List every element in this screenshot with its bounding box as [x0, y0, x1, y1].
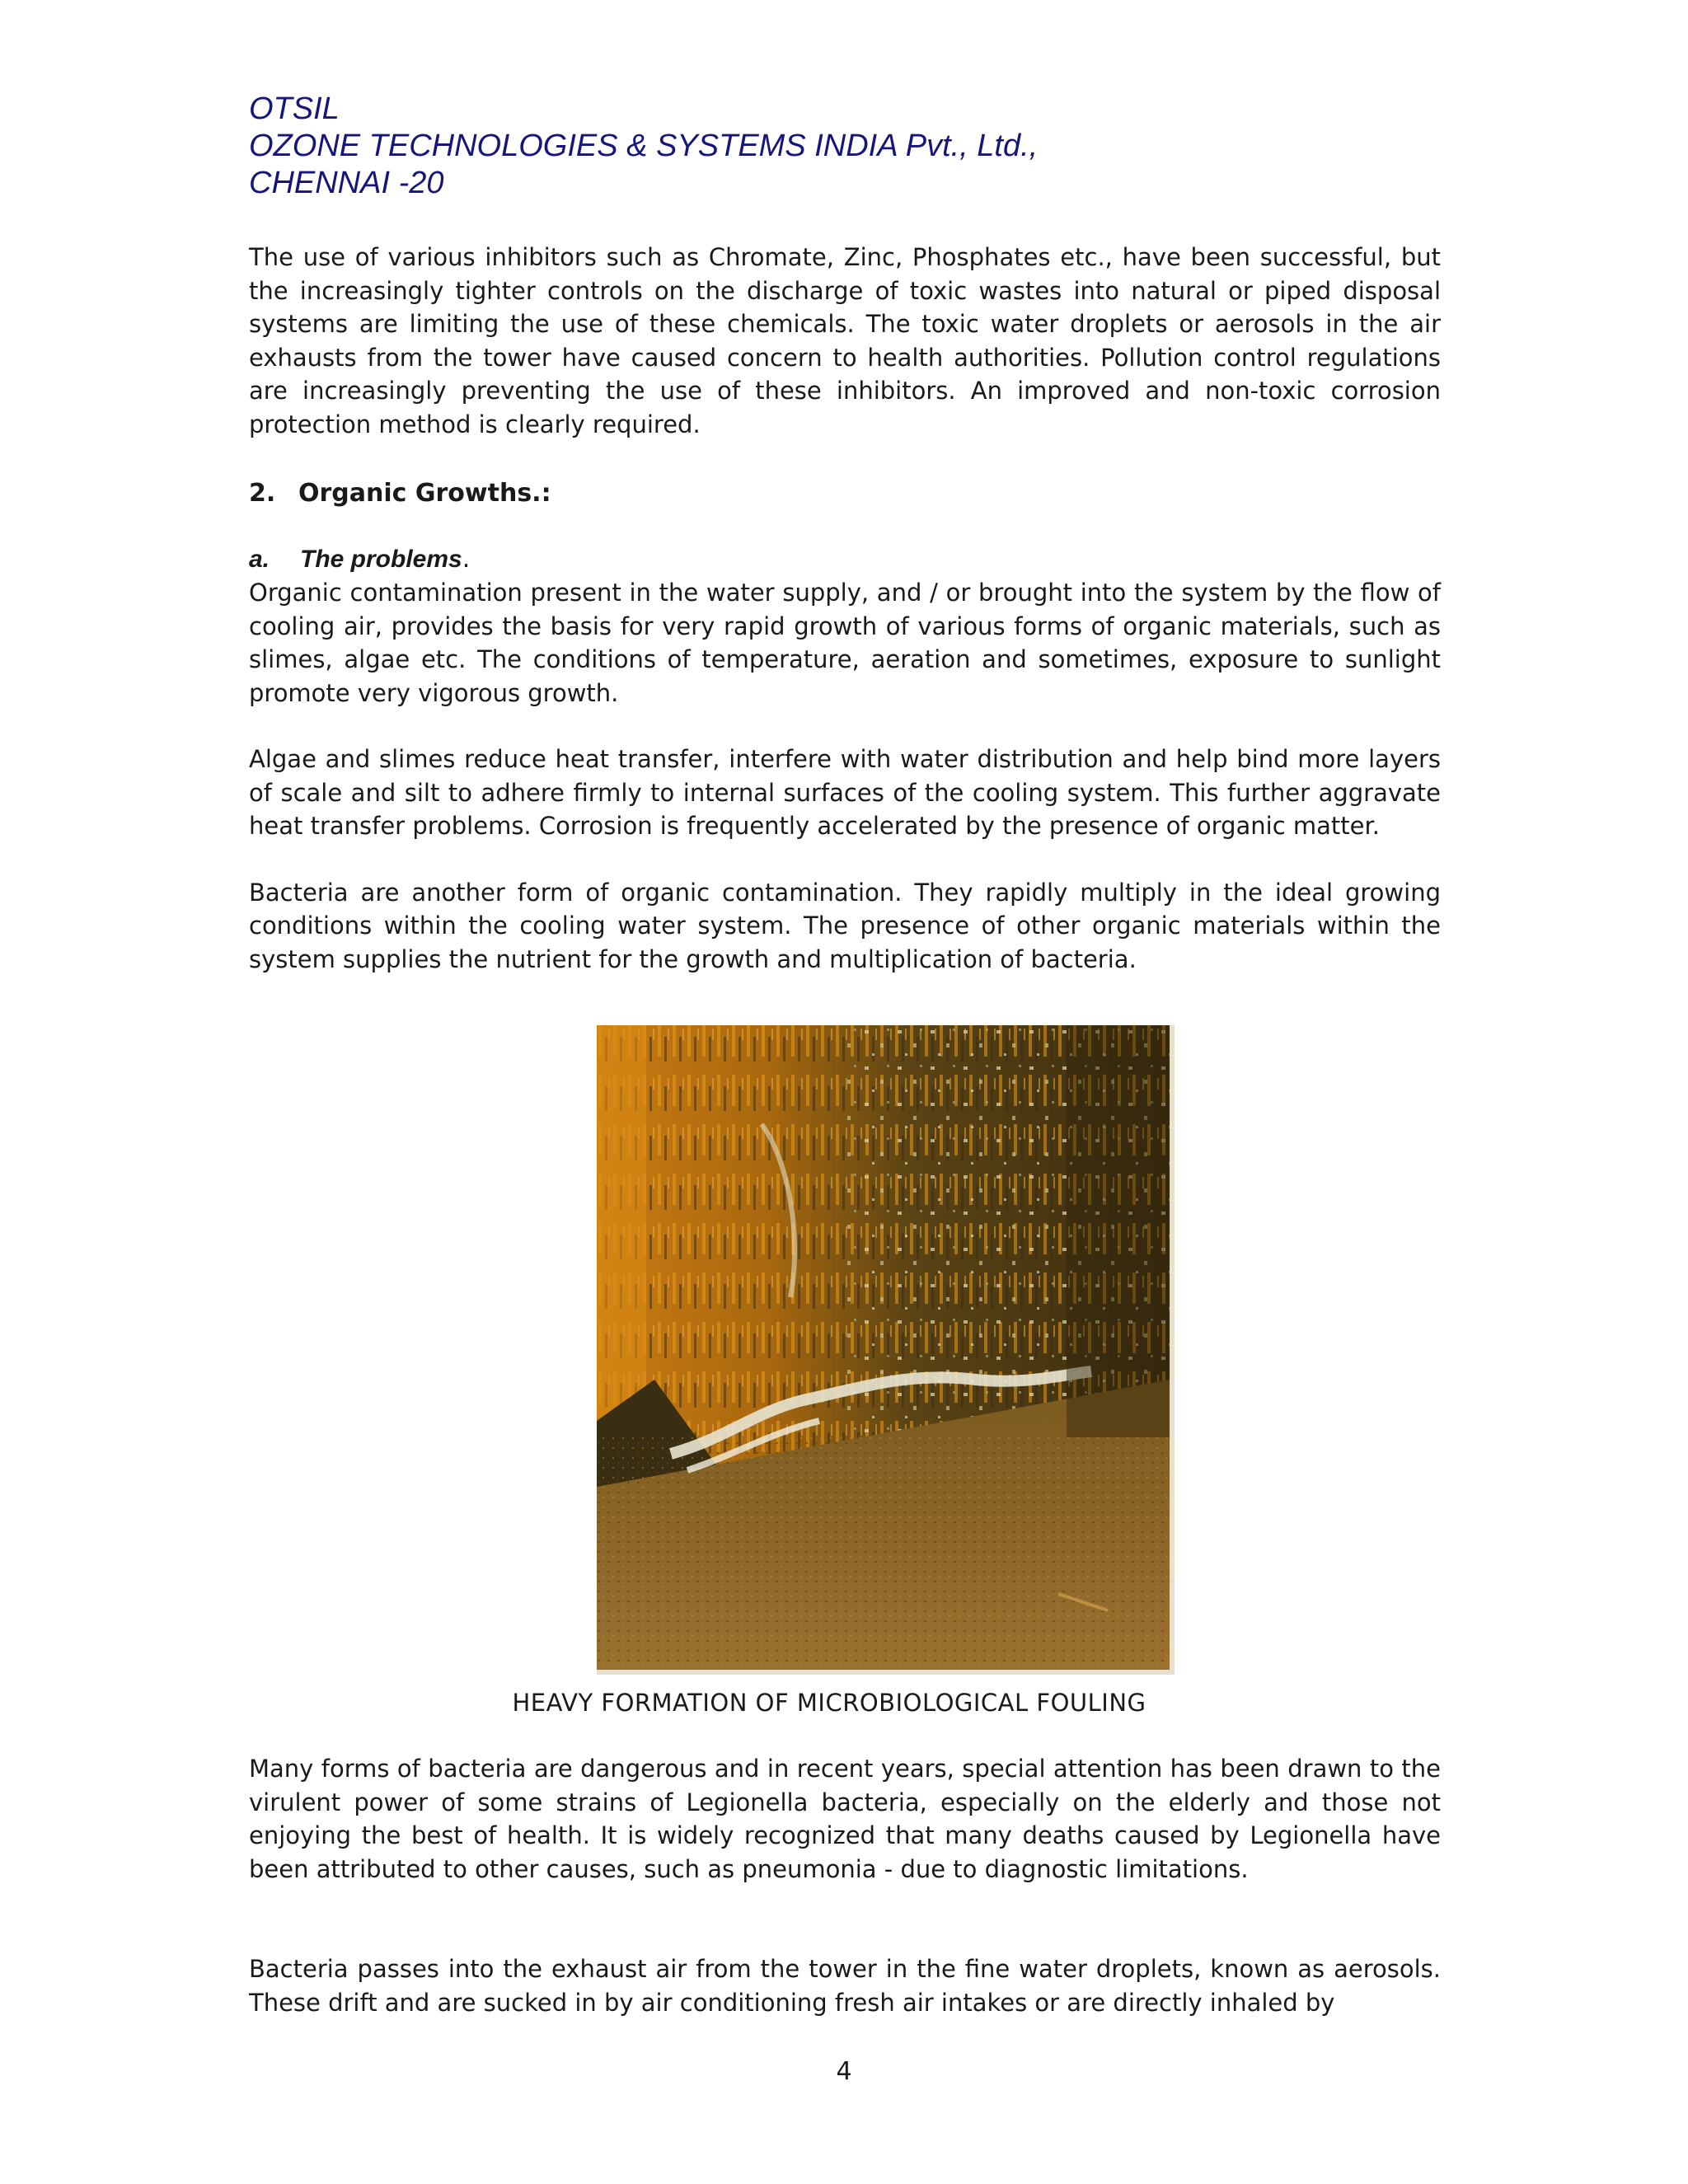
section-number: 2. — [249, 479, 276, 508]
section-title: Organic Growths.: — [298, 479, 551, 508]
paragraph-algae-slimes: Algae and slimes reduce heat transfer, interfere with water distribution and help bind more layers of scale and silt to adhere firmly to internal surfaces of the cooling system. This further aggravate heat transfer problems. Corrosion is frequently accelerated by the presence of organic matter. — [249, 745, 1441, 840]
figure-caption: HEAVY FORMATION OF MICROBIOLOGICAL FOULING — [512, 1689, 1146, 1717]
company-header — [249, 91, 1441, 202]
company-short-name: OTSIL — [249, 91, 340, 126]
paragraph-inhibitors: The use of various inhibitors such as Chromate, Zinc, Phosphates etc., have been successful, but the increasingly tighter controls on the discharge of toxic wastes into natural or piped disposal systems are limiting the use of these chemicals. The toxic water droplets or aerosols in the air exhausts from the tower have caused concern to health authorities. Pollution control regulations are increasingly preventing the use of these inhibitors. An improved and non-toxic corrosion protection method is clearly required. — [249, 243, 1441, 438]
page-number: 4 — [836, 2057, 852, 2086]
subsection-heading — [249, 543, 1441, 576]
subsection-title: The problems — [300, 546, 462, 573]
paragraph-bacteria: Bacteria are another form of organic contamination. They rapidly multiply in the ideal growing conditions within the cooling water system. The presence of other organic materials within the system supplies the nutrient for the growth and multiplication of bacteria. — [249, 878, 1441, 973]
paragraph-legionella: Many forms of bacteria are dangerous and in recent years, special attention has been drawn to the virulent power of some strains of Legionella bacteria, especially on the elderly and those not enjoying the best of health. It is widely recognized that many deaths caused by Legionella have been attributed to other causes, such as pneumonia - due to diagnostic limitations. — [249, 1755, 1441, 1883]
subsection-trailing-period: . — [462, 545, 471, 574]
paragraph-organic-contamination: Organic contamination present in the water supply, and / or brought into the system by the flow of cooling air, provides the basis for very rapid growth of various forms of organic materials, such as slimes, algae etc. The conditions of temperature, aeration and sometimes, exposure to sunlight promote very vigorous growth. — [249, 579, 1441, 707]
subsection-letter: a. — [249, 546, 270, 573]
paragraph-aerosols: Bacteria passes into the exhaust air from the tower in the fine water droplets, known as aerosols. These drift and are sucked in by air conditioning fresh air intakes or are directly inhaled by — [249, 1955, 1441, 2017]
company-full-name: OZONE TECHNOLOGIES & SYSTEMS INDIA Pvt., Ltd., — [249, 129, 1039, 163]
section-heading — [249, 477, 1441, 510]
company-city: CHENNAI -20 — [249, 166, 444, 200]
fouling-photo-illustration — [597, 1025, 1170, 1670]
fouling-photo — [597, 1025, 1175, 1675]
document-page — [249, 91, 1441, 2019]
fouling-figure — [249, 1025, 1441, 1719]
